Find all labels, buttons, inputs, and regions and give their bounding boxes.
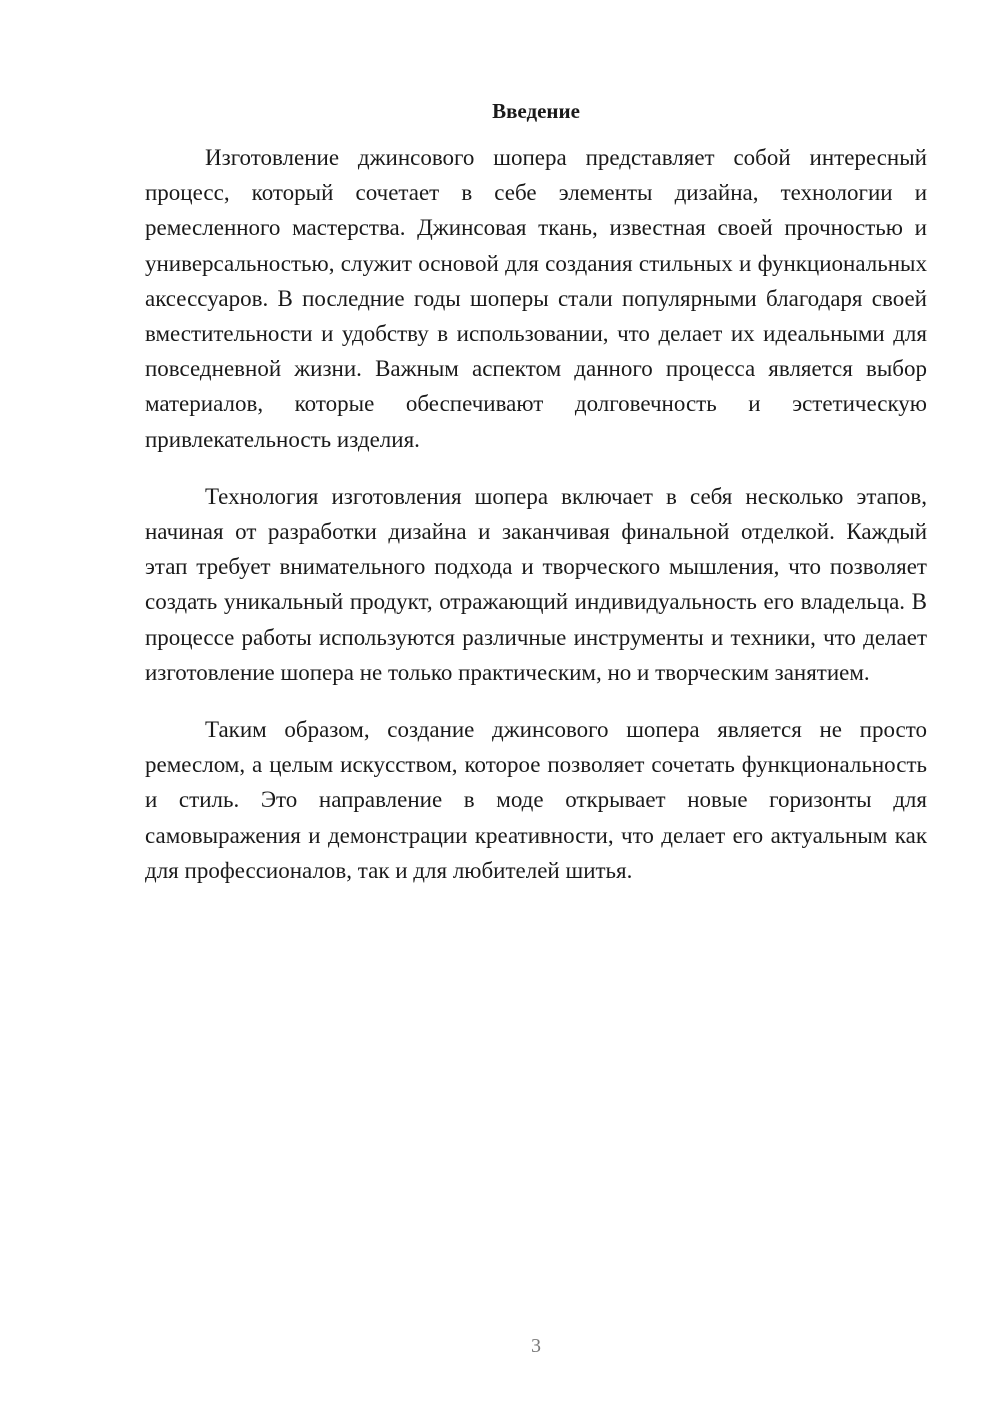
- paragraph-2: Технология изготовления шопера включает в себя несколько этапов, начиная от разработки дизайна и заканчивая финальной отделкой. Каждый этап требует внимательного подхода и творческого мышления, что позволяет создать уникальный продукт, отражающий индивидуальность его владельца. В процессе работы используются различные инструменты и техники, что делает изготовление шопера не только практическим, но и творческим занятием.: [145, 483, 927, 685]
- paragraph-1: Изготовление джинсового шопера представляет собой интересный процесс, который сочетает в себе элементы дизайна, технологии и ремесленного мастерства. Джинсовая ткань, известная своей прочностью и универсальностью, служит основой для создания стильных и функциональных аксессуаров. В последние годы шоперы стали популярными благодаря своей вместительности и удобству в использовании, что делает их идеальными для повседневной жизни. Важным аспектом данного процесса является выбор материалов, которые обеспечивают долговечность и эстетическую привлекательность изделия.: [145, 145, 927, 452]
- paragraph-3: Таким образом, создание джинсового шопера является не просто ремеслом, а целым искусством, которое позволяет сочетать функциональность и стиль. Это направление в моде открывает новые горизонты для самовыражения и демонстрации креативности, что делает его актуальным как для профессионалов, так и для любителей шитья.: [145, 717, 927, 883]
- document-body: [145, 140, 927, 910]
- section-heading: Введение: [492, 99, 580, 123]
- page-number: 3: [531, 1335, 541, 1357]
